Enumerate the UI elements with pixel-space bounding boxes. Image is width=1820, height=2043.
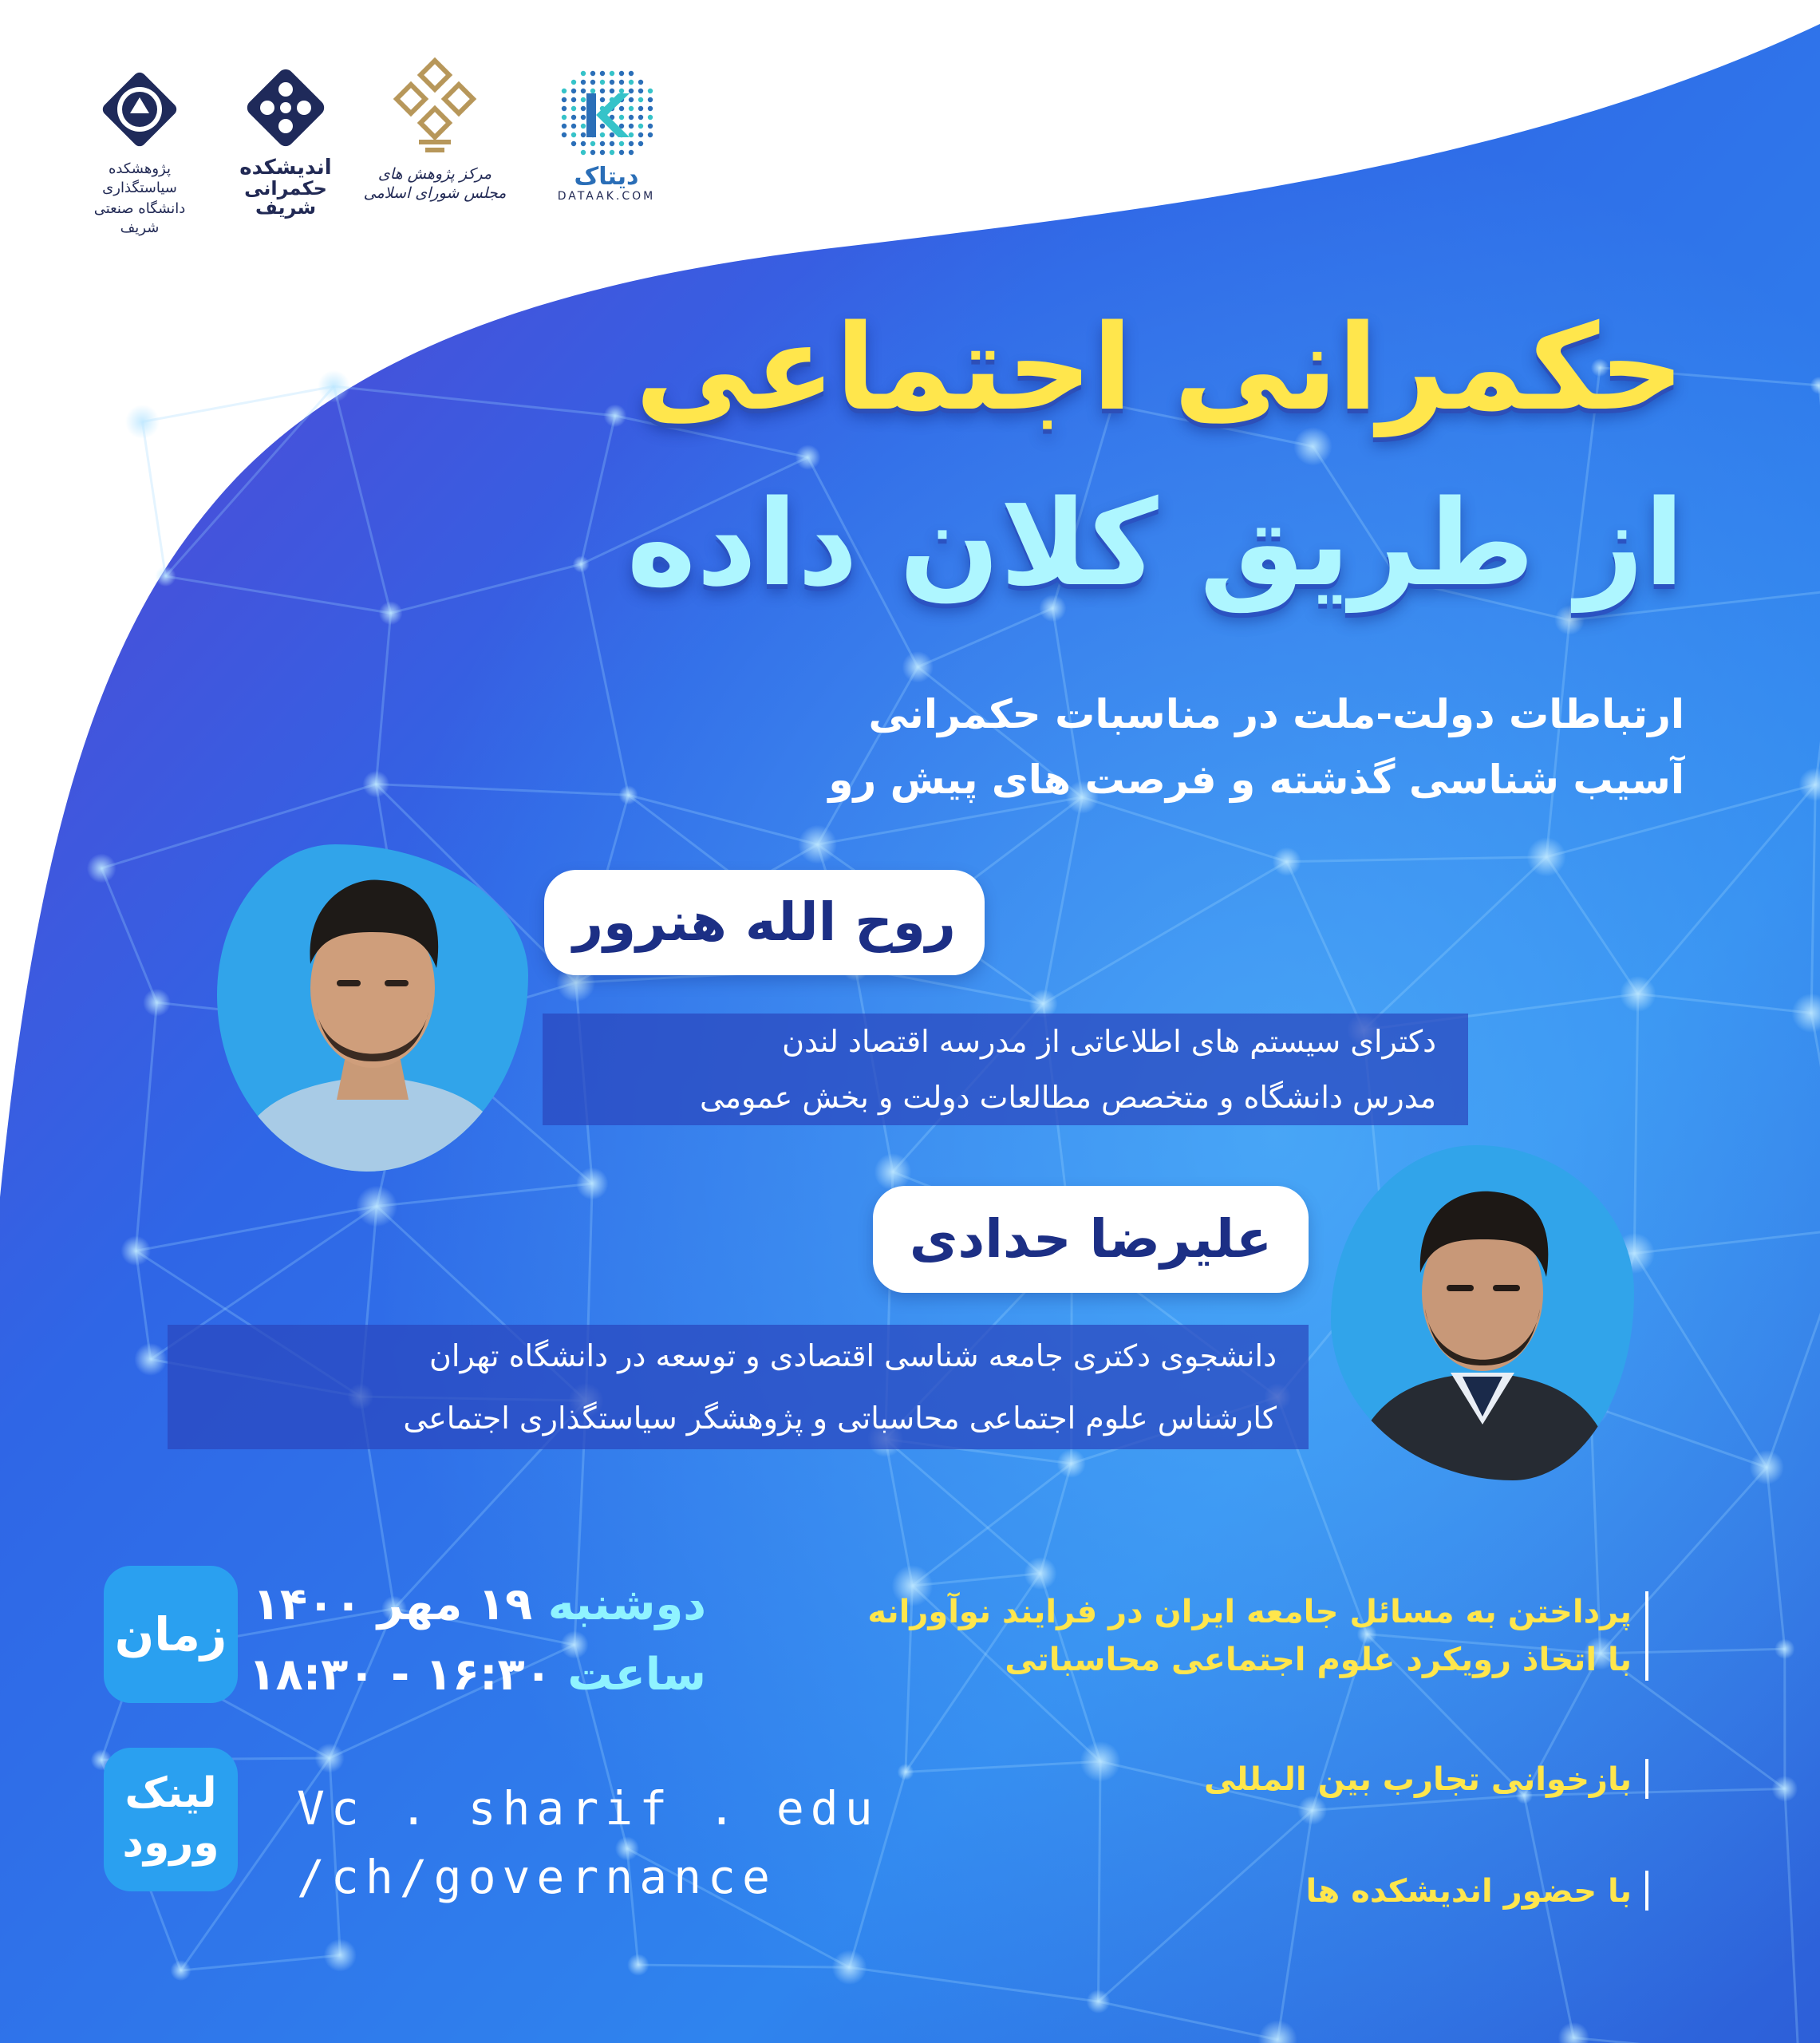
islamic-parliament-research-center-logo-icon: [387, 54, 483, 158]
dataak-dot: [581, 132, 586, 137]
network-node: [171, 1960, 191, 1981]
dataak-dot: [619, 89, 624, 93]
dataak-dot: [648, 115, 653, 120]
dataak-dot: [581, 150, 586, 155]
dataak-dot: [581, 71, 586, 76]
network-node: [134, 1343, 167, 1376]
network-node: [125, 405, 160, 439]
network-node: [798, 825, 837, 864]
network-node: [619, 785, 638, 804]
dataak-dot: [648, 132, 653, 137]
dataak-dot: [610, 150, 614, 155]
dataak-dot: [571, 97, 576, 102]
dataak-dot: [638, 115, 643, 120]
dataak-dot: [629, 106, 634, 111]
dataak-dot: [590, 71, 595, 76]
network-node: [1775, 1639, 1794, 1659]
network-node: [1527, 837, 1566, 876]
dataak-dot: [571, 89, 576, 93]
network-node: [318, 370, 349, 402]
network-node: [1273, 848, 1301, 876]
dataak-dot: [581, 89, 586, 93]
dataak-dot: [619, 115, 624, 120]
speaker-2-name: علیرضا حدادی: [873, 1186, 1309, 1293]
sharif-policy-caption-2: دانشگاه صنعتی شریف: [93, 200, 186, 236]
dataak-dot: [648, 97, 653, 102]
speaker-1-name: روح الله هنرور: [544, 870, 985, 975]
dataak-dot: [600, 89, 605, 93]
network-node: [1024, 1557, 1056, 1590]
speaker-1-bio: [543, 1014, 1468, 1125]
link-label-line-2: ورود: [122, 1819, 219, 1867]
network-node: [1057, 1449, 1086, 1478]
sharif-policy-caption-1: پژوهشکده سیاستگذاری: [102, 160, 177, 196]
network-line: [142, 386, 334, 421]
speaker-1-portrait-icon: [217, 844, 528, 1172]
dataak-dot: [581, 124, 586, 128]
network-node: [1080, 1741, 1121, 1782]
dataak-caption: دیتاک: [574, 163, 639, 191]
network-node: [604, 405, 627, 428]
speaker-1-bio-line-1: دکترای سیستم های اطلاعاتی از مدرسه اقتصاد لندن: [782, 1024, 1436, 1059]
dataak-dot: [571, 124, 576, 128]
network-node: [363, 771, 389, 797]
parliament-research-caption: مرکز پژوهش های مجلس شورای اسلامی: [363, 165, 507, 202]
dataak-dot: [619, 71, 624, 76]
dataak-dot: [562, 124, 567, 128]
link-url-line-1[interactable]: Vc . sharif . edu: [297, 1781, 879, 1836]
network-node: [898, 1764, 914, 1780]
dataak-dot: [590, 89, 595, 93]
dataak-dot: [571, 141, 576, 146]
dataak-dot: [629, 115, 634, 120]
network-node: [1620, 976, 1656, 1012]
main-title-line-2: از طریق کلان داده: [626, 475, 1684, 612]
sharif-policy-research-institute-logo-icon: [96, 65, 184, 153]
dataak-dot: [571, 132, 576, 137]
network-node: [120, 1236, 150, 1266]
dataak-dot: [629, 97, 634, 102]
sharif-governance-caption-1: اندیشکده: [239, 156, 332, 180]
dataak-dot: [638, 80, 643, 85]
dataak-dot: [638, 89, 643, 93]
feature-1-divider: [1645, 1591, 1648, 1681]
network-node: [576, 1168, 608, 1199]
feature-3-line-1: با حضور اندیشکده ها: [1305, 1873, 1632, 1910]
dataak-dot: [610, 132, 614, 137]
network-node: [627, 1954, 649, 1975]
network-node: [324, 1939, 357, 1972]
network-node: [1087, 1990, 1111, 2013]
network-node: [156, 566, 176, 587]
speaker-2-bio: [168, 1325, 1309, 1449]
dataak-dot: [619, 80, 624, 85]
dataak-dot: [600, 80, 605, 85]
dataak-dot: [610, 141, 614, 146]
dataak-dot: [600, 132, 605, 137]
dataak-dot: [571, 80, 576, 85]
date-line: [253, 1579, 706, 1630]
dataak-dot: [562, 115, 567, 120]
parliament-research-logo: [359, 54, 511, 203]
dataak-dot: [610, 80, 614, 85]
dataak-dot: [638, 132, 643, 137]
speaker-2-bio-line-2: کارشناس علوم اجتماعی محاسباتی و پژوهشگر سیاستگذاری اجتماعی: [403, 1401, 1277, 1436]
dataak-logo-icon: [547, 65, 666, 161]
dataak-dot: [648, 106, 653, 111]
link-label-box: [104, 1748, 238, 1891]
dataak-dot: [562, 106, 567, 111]
main-title-line-1: حکمرانی اجتماعی: [634, 299, 1684, 437]
speaker-2-portrait-icon: [1331, 1145, 1634, 1480]
dataak-dot: [638, 106, 643, 111]
feature-3-divider: [1645, 1871, 1648, 1911]
network-node: [356, 1186, 397, 1227]
dataak-dot: [629, 71, 634, 76]
dataak-dot: [638, 141, 643, 146]
link-url-line-2[interactable]: /ch/governance: [297, 1850, 776, 1904]
dataak-dot: [648, 124, 653, 128]
dataak-dot: [600, 150, 605, 155]
subtitle-line-2: آسیب شناسی گذشته و فرصت های پیش رو: [828, 757, 1684, 803]
dataak-dot: [600, 124, 605, 128]
time-label: زمان: [114, 1607, 227, 1662]
speaker-1-bio-line-2: مدرس دانشگاه و متخصص مطالعات دولت و بخش عمومی: [699, 1080, 1436, 1115]
sharif-governance-think-tank-logo-icon: [242, 64, 330, 152]
sharif-policy-logo: [80, 65, 199, 238]
speaker-1-photo: [217, 844, 528, 1172]
feature-2-divider: [1645, 1759, 1648, 1799]
dataak-dot: [590, 141, 595, 146]
network-node: [874, 1153, 912, 1191]
network-node: [902, 651, 934, 682]
date-text: ۱۹ مهر ۱۴۰۰: [252, 1579, 533, 1630]
dataak-dot: [629, 80, 634, 85]
network-line: [142, 422, 165, 577]
dataak-dot: [648, 89, 653, 93]
network-node: [315, 1743, 345, 1772]
dataak-dot: [562, 132, 567, 137]
day-text: دوشنبه: [547, 1579, 706, 1630]
network-node: [379, 601, 403, 625]
sharif-governance-logo: [230, 64, 341, 217]
dataak-dot: [638, 97, 643, 102]
feature-1: [867, 1588, 1632, 1684]
dataak-dot: [581, 141, 586, 146]
speaker-2-photo: [1331, 1145, 1634, 1480]
link-label-line-1: لینک: [124, 1769, 217, 1817]
time-label-box: [104, 1566, 238, 1703]
speaker-2-bio-line-1: دانشجوی دکتری جامعه شناسی اقتصادی و توسعه در دانشگاه تهران: [429, 1338, 1277, 1373]
hours-text: ۱۶:۳۰ - ۱۸:۳۰: [248, 1649, 552, 1701]
dataak-dot: [562, 97, 567, 102]
dataak-dot: [571, 115, 576, 120]
sharif-governance-caption-2: حکمرانی شریف: [244, 177, 327, 219]
feature-2-line-1: بازخوانی تجارب بین المللی: [1203, 1761, 1632, 1798]
feature-3: [1306, 1867, 1632, 1915]
dataak-dot: [590, 150, 595, 155]
dataak-dot: [581, 97, 586, 102]
feature-1-line-1: پرداختن به مسائل جامعه ایران در فرایند نوآورانه: [867, 1594, 1632, 1630]
dataak-dot: [581, 115, 586, 120]
feature-2: [1204, 1756, 1632, 1804]
subtitle-line-1: ارتباطات دولت-ملت در مناسبات حکمرانی: [868, 691, 1684, 737]
dataak-dot: [562, 89, 567, 93]
network-node: [1772, 1776, 1798, 1801]
network-node: [832, 1950, 867, 1985]
dataak-dot: [610, 71, 614, 76]
network-node: [1750, 1450, 1784, 1484]
dataak-dot: [629, 141, 634, 146]
dataak-dot: [629, 132, 634, 137]
dataak-dot: [629, 150, 634, 155]
network-node: [143, 989, 171, 1017]
network-node: [87, 854, 116, 883]
dataak-dot: [610, 89, 614, 93]
dataak-dot: [619, 141, 624, 146]
network-node: [573, 556, 590, 573]
hours-line: [248, 1649, 706, 1701]
dataak-dot: [600, 141, 605, 146]
dataak-dot: [638, 124, 643, 128]
dataak-dot: [590, 80, 595, 85]
dataak-dot: [571, 106, 576, 111]
dataak-url-caption: DATAAK.COM: [557, 190, 656, 203]
dataak-dot: [629, 89, 634, 93]
dataak-dot: [600, 71, 605, 76]
dataak-logo: [543, 65, 670, 206]
network-node: [796, 445, 821, 470]
dataak-dot: [600, 97, 605, 102]
feature-1-line-2: با اتخاذ رویکرد علوم اجتماعی محاسباتی: [1005, 1642, 1632, 1678]
hour-label: ساعت: [567, 1649, 706, 1701]
dataak-dot: [581, 80, 586, 85]
dataak-dot: [619, 150, 624, 155]
dataak-dot: [629, 124, 634, 128]
dataak-dot: [581, 106, 586, 111]
dataak-dot: [619, 106, 624, 111]
